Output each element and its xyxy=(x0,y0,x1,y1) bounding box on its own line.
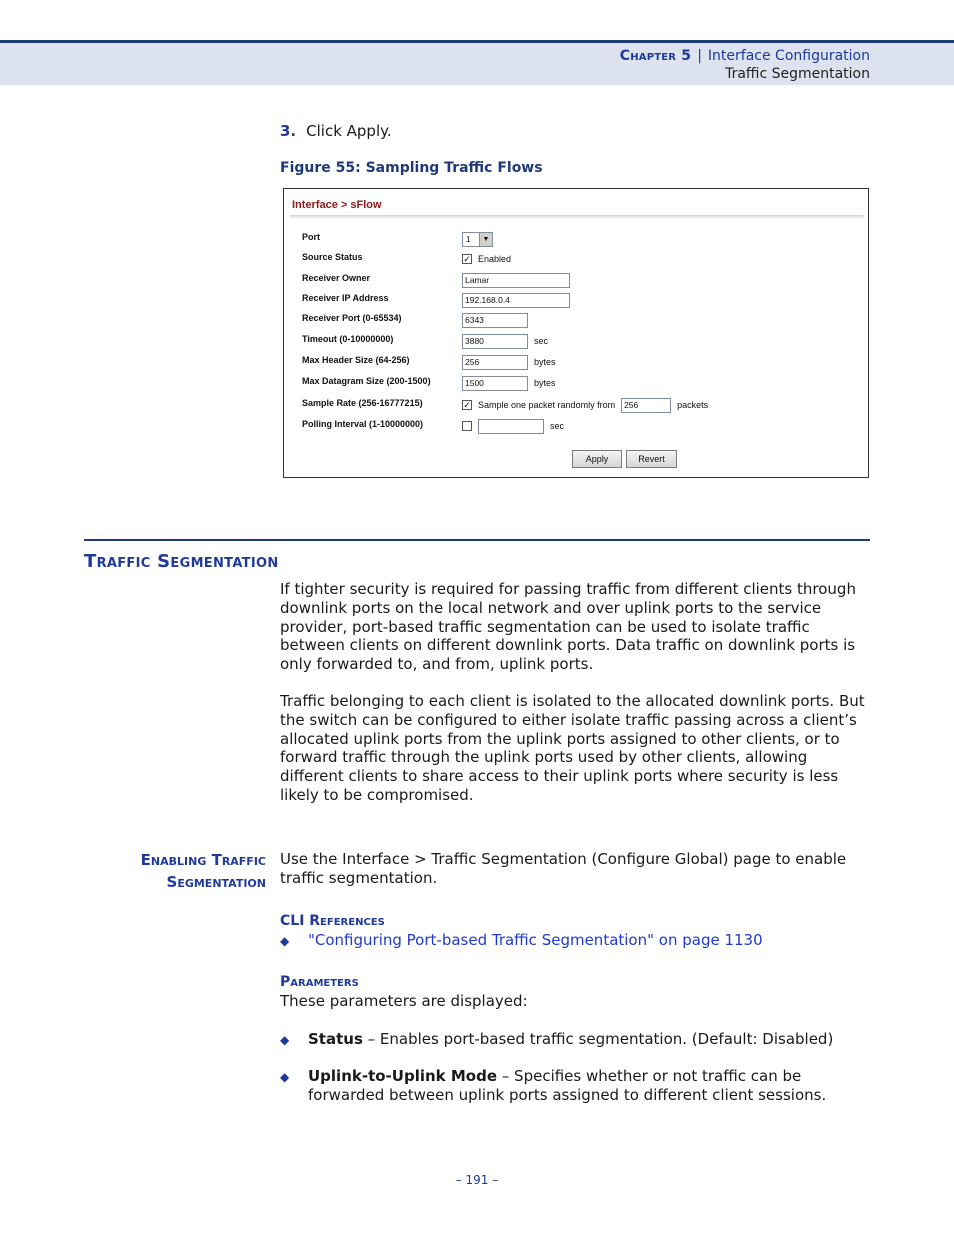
receiver-owner-input[interactable]: Lamar xyxy=(462,273,570,288)
max-header-label: Max Header Size (64-256) xyxy=(302,355,410,365)
subsection-title xyxy=(141,849,266,893)
cli-reference-item xyxy=(280,931,870,950)
sflow-panel xyxy=(283,188,869,478)
panel-title: Interface > sFlow xyxy=(292,199,382,211)
step-number: 3. xyxy=(280,122,297,140)
cli-references-heading: CLI References xyxy=(280,913,385,929)
figure-caption: Figure 55: Sampling Traffic Flows xyxy=(280,160,543,176)
parameter-name: Status xyxy=(308,1030,363,1048)
header-chapter-line xyxy=(620,48,870,64)
sample-rate-input[interactable]: 256 xyxy=(621,398,671,413)
max-datagram-input[interactable]: 1500 xyxy=(462,376,528,391)
polling-interval-checkbox[interactable] xyxy=(462,421,472,431)
page-number: – 191 – xyxy=(455,1173,499,1187)
receiver-port-field xyxy=(462,312,528,328)
header-separator: | xyxy=(697,48,702,64)
sample-rate-label: Sample Rate (256-16777215) xyxy=(302,398,423,408)
diamond-bullet-icon: ◆ xyxy=(280,1070,290,1084)
parameters-intro: These parameters are displayed: xyxy=(280,992,528,1010)
parameter-desc: – Enables port-based traffic segmentation. (Default: Disabled) xyxy=(362,1030,834,1048)
parameter-name: Uplink-to-Uplink Mode xyxy=(308,1067,498,1085)
max-header-unit: bytes xyxy=(534,357,556,367)
apply-button[interactable]: Apply xyxy=(572,450,622,468)
port-field xyxy=(462,231,493,247)
max-datagram-label: Max Datagram Size (200-1500) xyxy=(302,376,431,386)
receiver-ip-input[interactable]: 192.168.0.4 xyxy=(462,293,570,308)
sample-rate-checkbox[interactable]: ✓ xyxy=(463,400,471,410)
max-header-field xyxy=(462,354,556,370)
step-text: Click Apply. xyxy=(306,122,392,140)
timeout-field xyxy=(462,333,548,349)
cli-reference-link[interactable]: "Configuring Port-based Traffic Segmentation" on page 1130 xyxy=(308,931,763,949)
receiver-port-label: Receiver Port (0-65534) xyxy=(302,313,402,323)
section-title: Traffic Segmentation xyxy=(84,551,279,572)
receiver-owner-label: Receiver Owner xyxy=(302,273,371,283)
section-paragraph-2: Traffic belonging to each client is isolated to the allocated downlink ports. But the switch can be configured to either isolate traffic passing across a client’s allocated uplink ports from the uplink ports assigned to other clients, or to forward traffic through the uplink ports used by other clients, allowing different clients to share access to their uplink ports where security is less likely to be compromised. xyxy=(280,692,865,804)
section-paragraph-1: If tighter security is required for passing traffic from different clients through downlink ports on the local network and over uplink ports to the service provider, port-based traffic segmentation can be used to isolate traffic between clients on different downlink ports. Data traffic on downlink ports is only forwarded to, and from, uplink ports. xyxy=(280,580,856,674)
port-select-value: 1 xyxy=(466,233,471,244)
port-label: Port xyxy=(302,232,320,242)
subsection-title-line-2: Segmentation xyxy=(166,873,266,891)
parameter-desc: – Specifies whether or not traffic can be forwarded between uplink ports assigned to different client sessions. xyxy=(308,1067,827,1104)
panel-divider xyxy=(290,215,864,218)
diamond-bullet-icon: ◆ xyxy=(280,934,290,948)
receiver-owner-field xyxy=(462,272,570,288)
diamond-bullet-icon: ◆ xyxy=(280,1033,290,1047)
receiver-ip-label: Receiver IP Address xyxy=(302,293,389,303)
parameters-heading: Parameters xyxy=(280,974,359,990)
timeout-input[interactable]: 3880 xyxy=(462,334,528,349)
step-instruction xyxy=(280,122,392,140)
source-status-checkbox[interactable]: ✓ xyxy=(463,254,471,264)
polling-interval-label: Polling Interval (1-10000000) xyxy=(302,419,424,429)
revert-button[interactable]: Revert xyxy=(626,450,677,468)
polling-interval-input[interactable] xyxy=(478,419,544,434)
parameter-item xyxy=(280,1067,870,1105)
subsection-intro: Use the Interface > Traffic Segmentation (Configure Global) page to enable traffic segmentation. xyxy=(280,850,847,887)
header-section-title: Traffic Segmentation xyxy=(725,66,870,82)
timeout-label: Timeout (0-10000000) xyxy=(302,334,394,344)
chapter-title: Interface Configuration xyxy=(707,48,870,64)
source-status-label: Source Status xyxy=(302,252,363,262)
receiver-ip-field xyxy=(462,292,570,308)
source-status-text: Enabled xyxy=(478,254,512,264)
source-status-field xyxy=(462,251,511,267)
subsection-title-line-1: Enabling Traffic xyxy=(140,851,266,869)
page-header xyxy=(0,40,954,85)
max-header-input[interactable]: 256 xyxy=(462,355,528,370)
sample-rate-unit: packets xyxy=(677,400,709,410)
section-divider xyxy=(84,539,870,541)
receiver-port-input[interactable]: 6343 xyxy=(462,313,528,328)
chevron-down-icon[interactable]: ▼ xyxy=(479,233,492,246)
port-select[interactable] xyxy=(462,232,493,247)
parameter-item xyxy=(280,1030,870,1049)
timeout-unit: sec xyxy=(534,336,549,346)
polling-interval-unit: sec xyxy=(550,421,565,431)
chapter-label: Chapter 5 xyxy=(619,48,692,64)
sample-rate-text: Sample one packet randomly from xyxy=(478,400,616,410)
max-datagram-field xyxy=(462,375,556,391)
max-datagram-unit: bytes xyxy=(534,378,556,388)
polling-interval-field xyxy=(462,418,564,434)
sample-rate-field xyxy=(462,397,708,413)
